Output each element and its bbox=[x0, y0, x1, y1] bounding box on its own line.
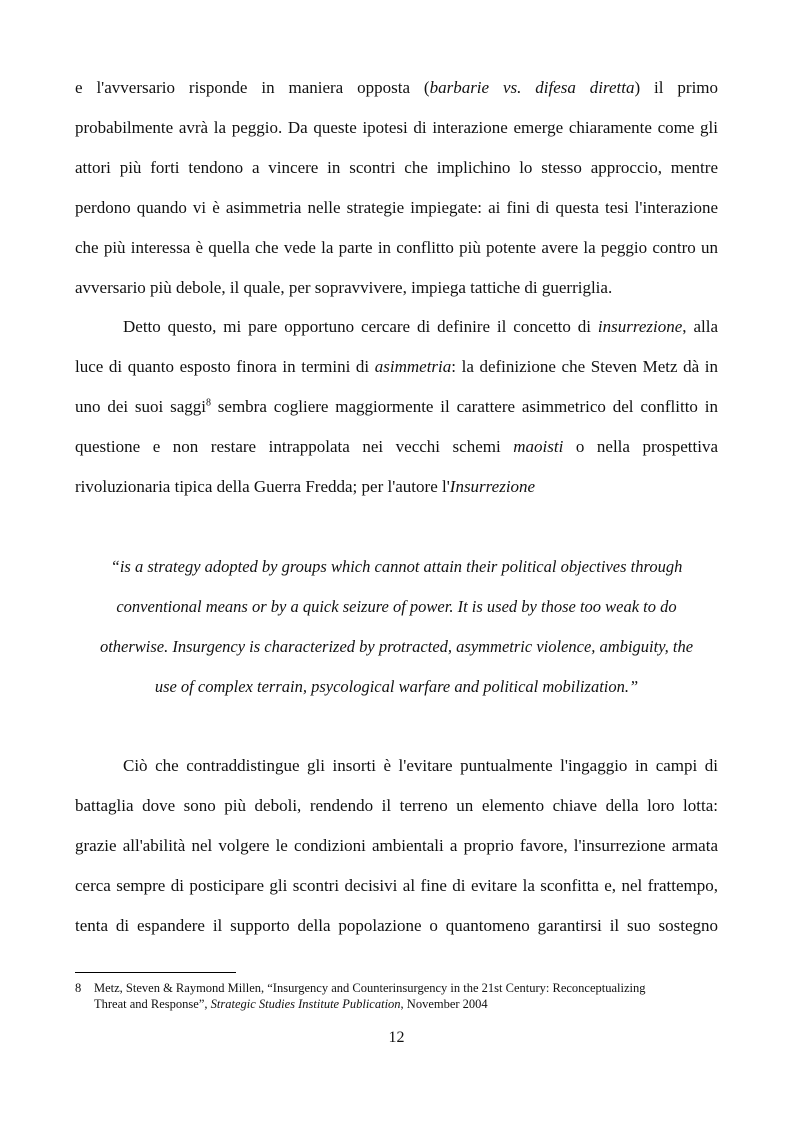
footnote-text: Threat and Response”, bbox=[94, 997, 211, 1011]
italic-term: barbarie vs. difesa diretta bbox=[429, 78, 635, 97]
footnote-line-1: Metz, Steven & Raymond Millen, “Insurgency and Counterinsurgency in the 21st Century: Reconceptualizing bbox=[94, 981, 646, 995]
body-line-10 bbox=[75, 436, 718, 458]
footnote-number: 8 bbox=[75, 981, 82, 995]
body-text: luce di quanto esposto finora in termini di bbox=[75, 357, 375, 376]
footnote-text: , November 2004 bbox=[400, 997, 488, 1011]
body-line-4: perdono quando vi è asimmetria nelle strategie impiegate: ai fini di questa tesi l'interazione bbox=[75, 198, 718, 217]
body-line-7 bbox=[123, 316, 718, 338]
quote-line-1: “is a strategy adopted by groups which cannot attain their political objectives through bbox=[110, 557, 683, 576]
page-number: 12 bbox=[388, 1029, 405, 1046]
italic-term: maoisti bbox=[513, 437, 564, 456]
body-text: e l'avversario risponde in maniera opposta ( bbox=[75, 78, 430, 97]
body-line-11 bbox=[75, 476, 718, 498]
body-text: uno dei suoi saggi bbox=[75, 397, 206, 416]
footnote-separator bbox=[75, 972, 236, 973]
body-text: sembra cogliere maggiormente il carattere asimmetrico del conflitto in bbox=[210, 397, 718, 416]
quote-line-2: conventional means or by a quick seizure of power. It is used by those too weak to do bbox=[116, 597, 677, 616]
body-line-1 bbox=[75, 77, 718, 99]
quote-line-3: otherwise. Insurgency is characterized by protracted, asymmetric violence, ambiguity, the bbox=[99, 637, 694, 656]
body-text: questione e non restare intrappolata nei vecchi schemi bbox=[75, 437, 514, 456]
body-line-2: probabilmente avrà la peggio. Da queste ipotesi di interazione emerge chiaramente come gli bbox=[75, 118, 718, 137]
body-line-14: grazie all'abilità nel volgere le condizioni ambientali a proprio favore, l'insurrezione armata bbox=[75, 836, 718, 855]
footnote-line-2 bbox=[94, 996, 488, 1012]
body-line-5: che più interessa è quella che vede la parte in conflitto più potente avere la peggio contro un bbox=[75, 238, 718, 257]
footnote-reference[interactable]: 8 bbox=[205, 397, 211, 409]
body-line-16: tenta di espandere il supporto della popolazione o quantomeno garantirsi il suo sostegno bbox=[75, 916, 718, 935]
body-text: : la definizione che Steven Metz dà in bbox=[451, 357, 718, 376]
body-line-9 bbox=[75, 396, 718, 418]
body-line-6: avversario più debole, il quale, per sopravvivere, impiega tattiche di guerriglia. bbox=[75, 278, 613, 297]
body-text: ) il primo bbox=[634, 78, 719, 97]
body-line-8 bbox=[75, 356, 718, 378]
body-line-3: attori più forti tendono a vincere in scontri che implichino lo stesso approccio, mentre bbox=[75, 158, 718, 177]
body-line-13: battaglia dove sono più deboli, rendendo il terreno un elemento chiave della loro lotta: bbox=[75, 796, 718, 815]
body-text: , alla bbox=[682, 317, 718, 336]
body-text: o nella prospettiva bbox=[563, 437, 719, 456]
body-text: Detto questo, mi pare opportuno cercare di definire il concetto di bbox=[123, 317, 598, 336]
body-line-12: Ciò che contraddistingue gli insorti è l'evitare puntualmente l'ingaggio in campi di bbox=[123, 756, 718, 775]
body-line-15: cerca sempre di posticipare gli scontri decisivi al fine di evitare la sconfitta e, nel frattempo, bbox=[75, 876, 718, 895]
italic-term: asimmetria bbox=[374, 357, 452, 376]
body-text: rivoluzionaria tipica della Guerra Fredda; per l'autore l' bbox=[75, 477, 450, 496]
italic-term: Insurrezione bbox=[449, 477, 536, 496]
quote-line-4: use of complex terrain, psycological warfare and political mobilization.” bbox=[154, 677, 639, 696]
footnote-publication: Strategic Studies Institute Publication bbox=[210, 997, 401, 1011]
italic-term: insurrezione bbox=[597, 317, 683, 336]
